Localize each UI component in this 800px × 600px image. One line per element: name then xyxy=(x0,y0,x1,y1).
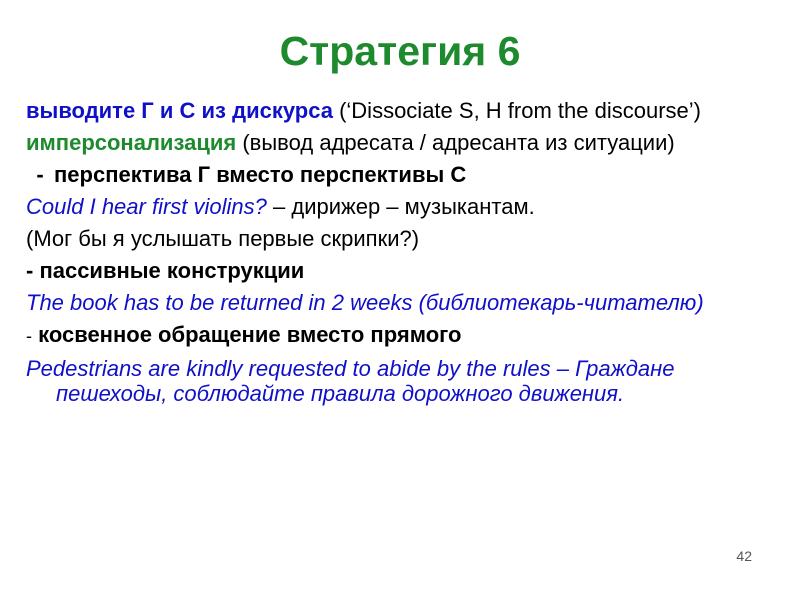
impersonalization-heading: имперсонализация xyxy=(26,130,237,155)
violins-example: Could I hear first violins? xyxy=(26,194,267,219)
violins-context: – дирижер – музыкантам. xyxy=(266,194,535,219)
impersonalization-gloss: (вывод адресата / адресанта из ситуации) xyxy=(236,130,675,155)
line-violins-example xyxy=(26,194,766,219)
slide-title: Стратегия 6 xyxy=(279,28,521,74)
line-violins-translation: (Мог бы я услышать первые скрипки?) xyxy=(26,226,420,251)
indirect-text: косвенное обращение вместо прямого xyxy=(32,322,462,347)
line-indirect xyxy=(26,322,766,349)
line-passive: - пассивные конструкции xyxy=(26,258,305,283)
perspective-text: перспектива Г вместо перспективы С xyxy=(54,162,467,187)
dissociate-gloss: (‘Dissociate S, H from the discourse’) xyxy=(332,98,701,123)
slide-content xyxy=(26,98,766,406)
dissociate-heading: выводите Г и С из дискурса xyxy=(26,98,333,123)
bullet-dash: - xyxy=(36,162,44,187)
line-dissociate xyxy=(26,98,766,123)
page-number: 42 xyxy=(736,548,752,564)
line-pedestrians-example: Pedestrians are kindly requested to abide by the rules – Граждане пешеходы, соблюдайте правила дорожного движения. xyxy=(26,356,675,406)
line-impersonalization xyxy=(26,130,766,155)
bullet-dash-small: - xyxy=(26,326,32,346)
line-book-example: The book has to be returned in 2 weeks (библиотекарь-читателю) xyxy=(26,290,704,315)
line-perspective xyxy=(26,162,766,187)
